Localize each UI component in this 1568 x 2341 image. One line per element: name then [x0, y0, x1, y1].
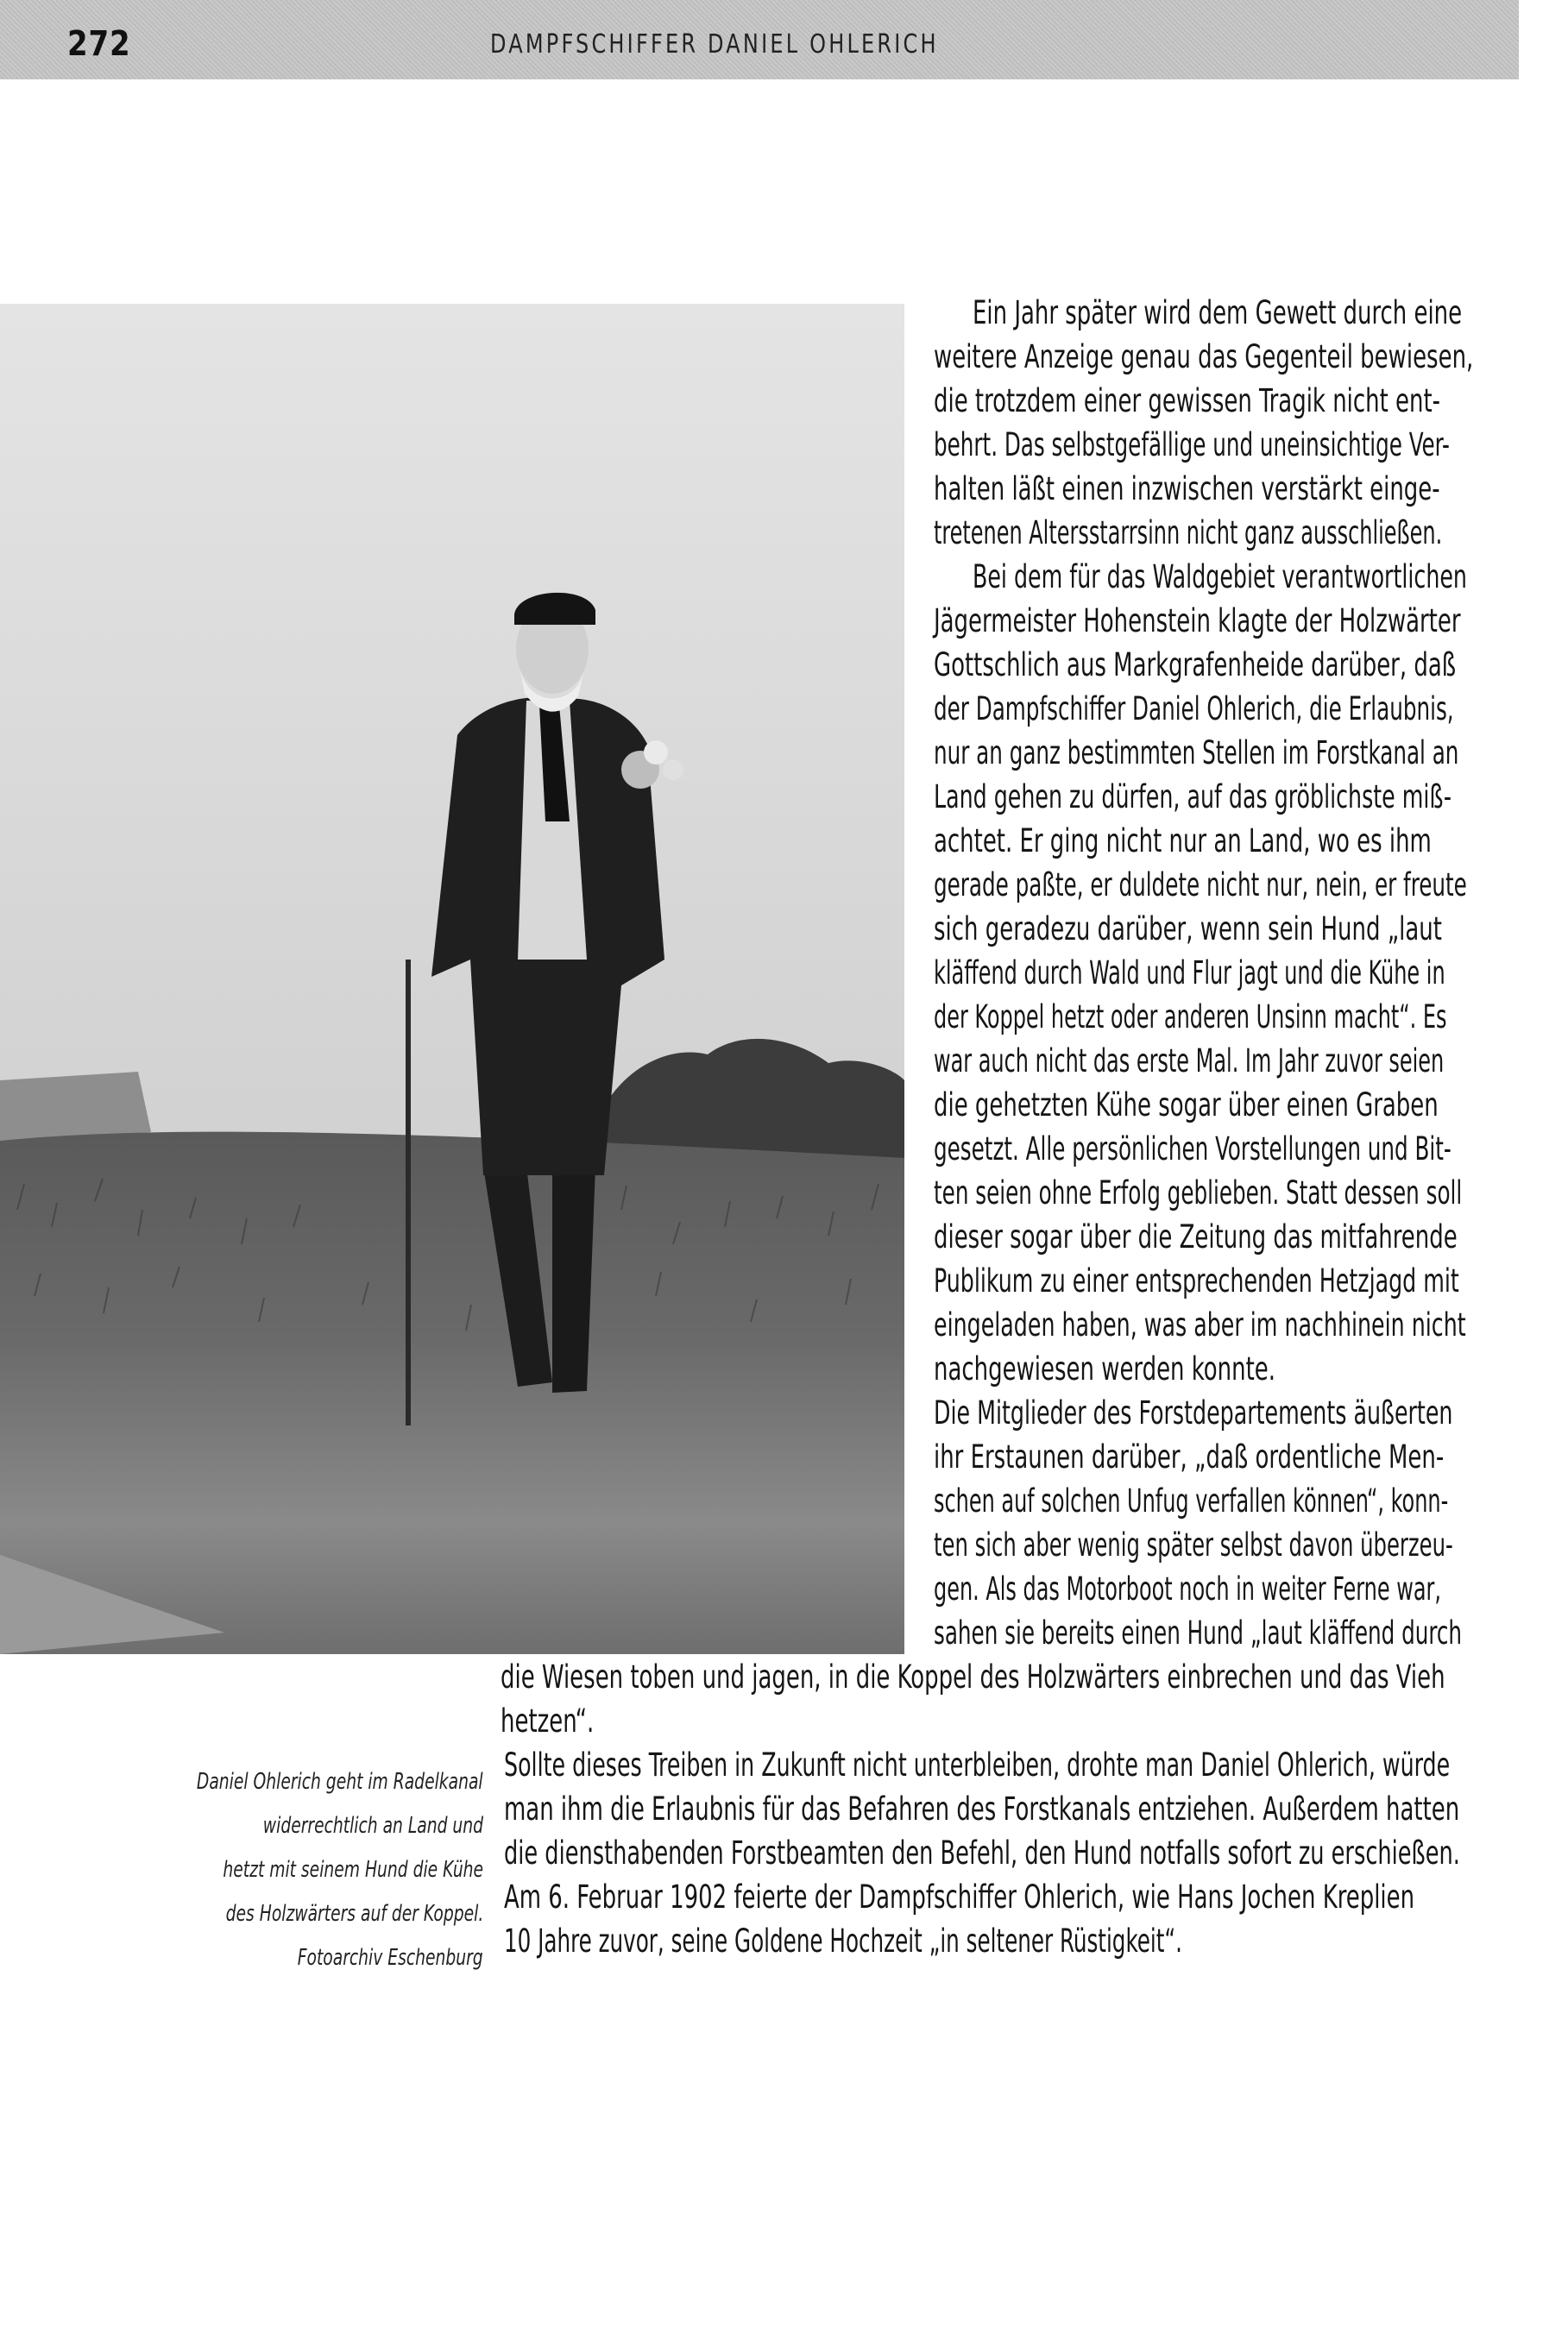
body-text-line: ten seien ohne Erfolg geblieben. Statt dessen soll [934, 1174, 1463, 1211]
body-text-line: nachgewiesen werden konnte. [934, 1350, 1275, 1388]
body-text-line: halten läßt einen inzwischen verstärkt einge- [934, 470, 1440, 507]
body-text-line: 10 Jahre zuvor, seine Goldene Hochzeit „in seltener Rüstigkeit“. [504, 1923, 1182, 1960]
body-text-line: behrt. Das selbstgefällige und uneinsichtige Ver- [934, 426, 1450, 463]
body-text-line: Bei dem für das Waldgebiet verantwortlichen [973, 558, 1467, 595]
body-text-line: Land gehen zu dürfen, auf das gröblichste miß- [934, 778, 1452, 815]
body-text-line: weitere Anzeige genau das Gegenteil bewiesen, [934, 338, 1474, 375]
body-text-line: tretenen Altersstarrsinn nicht ganz ausschließen. [934, 514, 1443, 551]
body-text-line: man ihm die Erlaubnis für das Befahren des Forstkanals entziehen. Außerdem hatten [504, 1790, 1460, 1828]
photograph-drawing [0, 304, 904, 1654]
body-text-line: war auch nicht das erste Mal. Im Jahr zuvor seien [934, 1042, 1445, 1079]
body-text-line: Jägermeister Hohenstein klagte der Holzwärter [934, 602, 1461, 639]
body-text-line: Die Mitglieder des Forstdepartements äußerten [934, 1394, 1453, 1432]
body-text-line: die trotzdem einer gewissen Tragik nicht ent- [934, 382, 1441, 419]
body-text-line: ihr Erstaunen darüber, „daß ordentliche Men- [934, 1438, 1445, 1476]
body-text-line: Am 6. Februar 1902 feierte der Dampfschiffer Ohlerich, wie Hans Jochen Kreplien [504, 1878, 1415, 1916]
photo-caption-line: Daniel Ohlerich geht im Radelkanal [197, 1769, 483, 1795]
page-number: 272 [67, 24, 131, 64]
body-text-line: gerade paßte, er duldete nicht nur, nein, er freute [934, 866, 1467, 903]
body-text-line: die diensthabenden Forstbeamten den Befehl, den Hund notfalls sofort zu erschießen. [504, 1834, 1460, 1872]
photo-caption-line: widerrechtlich an Land und [262, 1813, 483, 1839]
body-text-line: gen. Als das Motorboot noch in weiter Ferne war, [934, 1570, 1441, 1608]
body-text-line: Sollte dieses Treiben in Zukunft nicht unterbleiben, drohte man Daniel Ohlerich, würde [504, 1746, 1451, 1784]
body-text-line: die gehetzten Kühe sogar über einen Graben [934, 1086, 1439, 1123]
body-text-line: Gottschlich aus Markgrafenheide darüber, daß [934, 646, 1457, 683]
running-head-title: DAMPFSCHIFFER DANIEL OHLERICH [490, 29, 939, 60]
body-text-line: kläffend durch Wald und Flur jagt und die Kühe in [934, 954, 1445, 991]
body-text-line: hetzen“. [501, 1702, 595, 1740]
body-text-line: sich geradezu darüber, wenn sein Hund „laut [934, 910, 1442, 947]
body-text-line: achtet. Er ging nicht nur an Land, wo es ihm [934, 822, 1432, 859]
body-text-line: der Koppel hetzt oder anderen Unsinn macht“. Es [934, 998, 1447, 1035]
body-text-line: gesetzt. Alle persönlichen Vorstellungen und Bit- [934, 1130, 1452, 1167]
body-text-line: ten sich aber wenig später selbst davon überzeu- [934, 1526, 1453, 1564]
running-header-band [0, 0, 1519, 79]
body-text-line: die Wiesen toben und jagen, in die Koppel des Holzwärters einbrechen und das Vieh [501, 1658, 1445, 1696]
photo-caption-line: hetzt mit seinem Hund die Kühe [223, 1857, 483, 1883]
body-text-line: nur an ganz bestimmten Stellen im Forstkanal an [934, 734, 1459, 771]
photo-caption-line: des Holzwärters auf der Koppel. [225, 1901, 483, 1927]
body-text-line: der Dampfschiffer Daniel Ohlerich, die Erlaubnis, [934, 690, 1454, 727]
body-text-line: Ein Jahr später wird dem Gewett durch eine [973, 294, 1463, 331]
body-text-line: dieser sogar über die Zeitung das mitfahrende [934, 1218, 1458, 1255]
photograph-daniel-ohlerich [0, 304, 904, 1654]
photo-caption-line: Fotoarchiv Eschenburg [298, 1945, 483, 1971]
body-text-line: eingeladen haben, was aber im nachhinein nicht [934, 1306, 1466, 1344]
body-text-line: sahen sie bereits einen Hund „laut kläffend durch [934, 1614, 1463, 1652]
body-text-line: Publikum zu einer entsprechenden Hetzjagd mit [934, 1262, 1459, 1300]
body-text-line: schen auf solchen Unfug verfallen können“, konn- [934, 1482, 1449, 1520]
